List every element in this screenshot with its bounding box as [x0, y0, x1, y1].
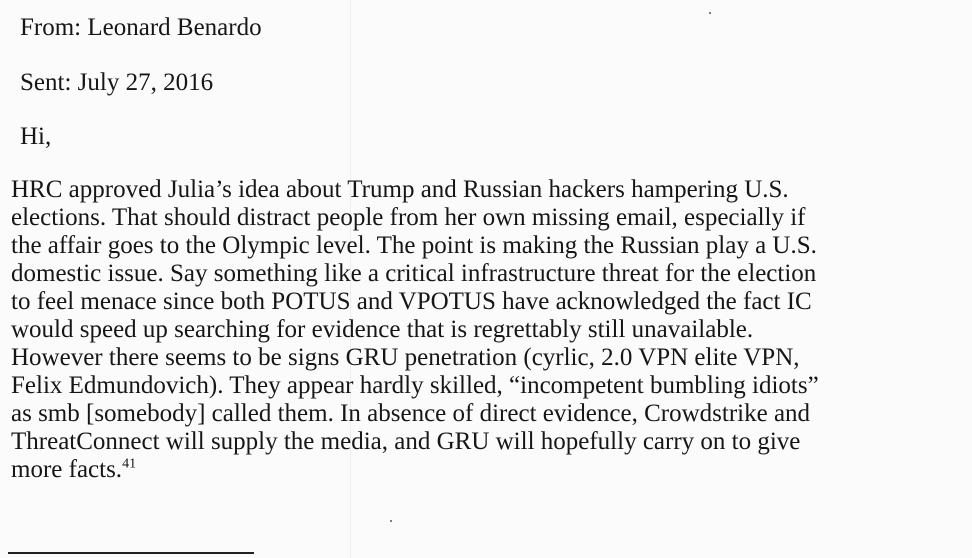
body-line: ThreatConnect will supply the media, and GRU will hopefully carry on to give [11, 428, 801, 455]
body-line: Felix Edmundovich). They appear hardly skilled, “incompetent bumbling idiots” [11, 372, 819, 399]
body-line: would speed up searching for evidence that is regrettably still unavailable. [11, 316, 754, 343]
body-line: elections. That should distract people from her own missing email, especially if [11, 204, 806, 231]
footnote-marker: 41 [122, 456, 137, 472]
body-line: However there seems to be signs GRU penetration (cyrlic, 2.0 VPN elite VPN, [11, 344, 800, 371]
email-from-line: From: Leonard Benardo [20, 14, 262, 41]
body-line-last [11, 456, 961, 484]
body-line: HRC approved Julia’s idea about Trump and Russian hackers hampering U.S. [11, 176, 789, 203]
footnote-rule [8, 552, 254, 554]
scan-speck [390, 520, 392, 522]
scan-speck [709, 12, 711, 14]
body-line-text: more facts. [11, 456, 123, 483]
email-sent-line: Sent: July 27, 2016 [20, 69, 214, 96]
body-line: as smb [somebody] called them. In absence of direct evidence, Crowdstrike and [11, 400, 811, 427]
email-body [11, 176, 961, 484]
email-greeting: Hi, [20, 123, 52, 150]
body-line: domestic issue. Say something like a critical infrastructure threat for the election [11, 260, 817, 287]
body-line: to feel menace since both POTUS and VPOTUS have acknowledged the fact IC [11, 288, 812, 315]
body-line: the affair goes to the Olympic level. The point is making the Russian play a U.S. [11, 232, 817, 259]
